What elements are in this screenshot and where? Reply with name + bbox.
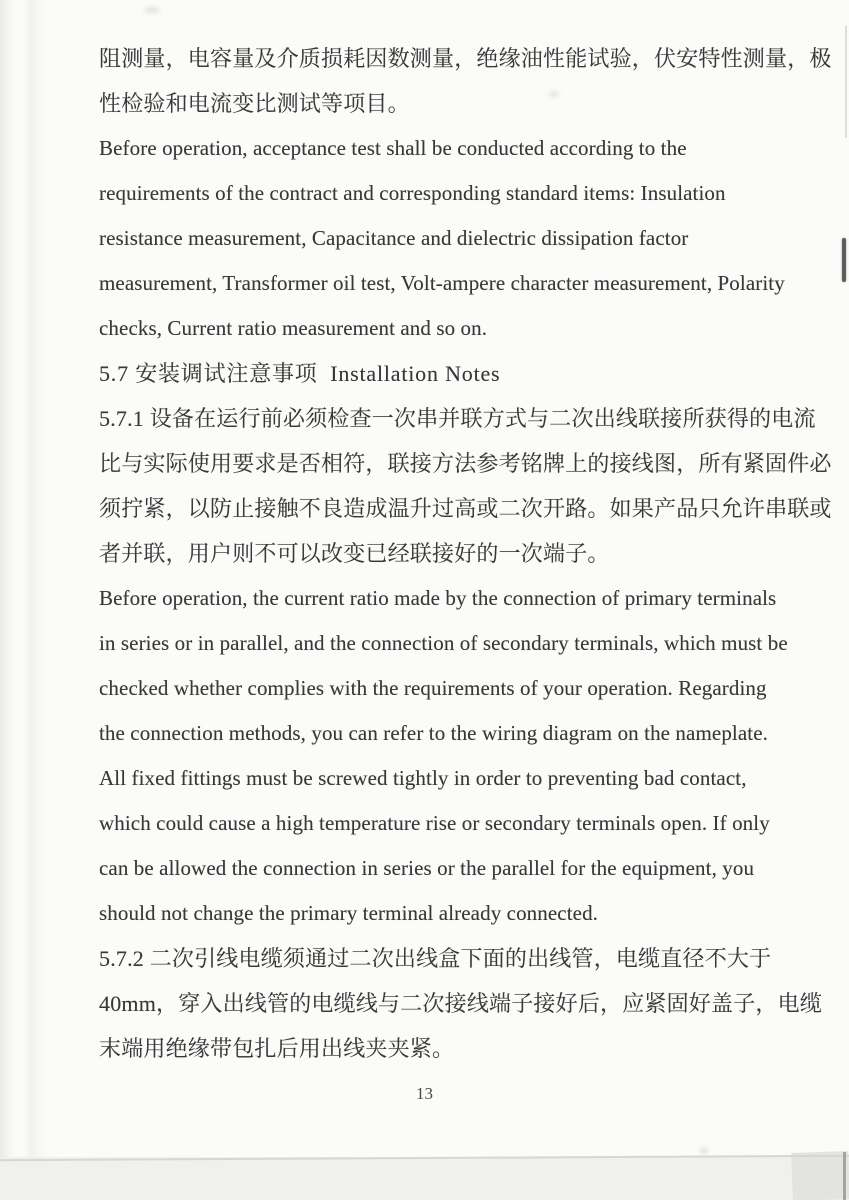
text-line: can be allowed the connection in series or the parallel for the equipment, you xyxy=(99,856,755,880)
text-line: 者并联，用户则不可以改变已经联接好的一次端子。 xyxy=(99,541,610,566)
section-heading: 5.7 安装调试注意事项 Installation Notes xyxy=(99,361,501,386)
text-line: 比与实际使用要求是否相符，联接方法参考铭牌上的接线图，所有紧固件必 xyxy=(99,451,832,476)
text-line: 须拧紧，以防止接触不良造成温升过高或二次开路。如果产品只允许串联或 xyxy=(99,496,832,521)
text-line: the connection methods, you can refer to the wiring diagram on the nameplate. xyxy=(99,721,768,745)
text-line: 5.7.2 二次引线电缆须通过二次出线盒下面的出线管，电缆直径不大于 xyxy=(99,946,772,971)
scan-artifact-edge-line xyxy=(845,26,847,138)
text-line: Before operation, the current ratio made by the connection of primary terminals xyxy=(99,586,777,610)
scan-streaks-left xyxy=(0,0,48,1200)
page-text xyxy=(99,36,832,1071)
text-line: resistance measurement, Capacitance and dielectric dissipation factor xyxy=(99,226,689,250)
scan-smudge xyxy=(144,7,160,13)
scan-artifact-right-bar xyxy=(842,238,846,282)
text-line: which could cause a high temperature rise or secondary terminals open. If only xyxy=(99,811,770,835)
text-line: should not change the primary terminal already connected. xyxy=(99,901,599,925)
scan-artifact-corner-patch xyxy=(791,1151,849,1200)
text-line: Before operation, acceptance test shall be conducted according to the xyxy=(99,136,687,160)
page-number: 13 xyxy=(416,1084,433,1103)
text-line: 阻测量，电容量及介质损耗因数测量，绝缘油性能试验，伏安特性测量，极 xyxy=(99,46,832,71)
scan-paper-bottom-area xyxy=(0,1157,849,1200)
text-line: All fixed fittings must be screwed tightly in order to preventing bad contact, xyxy=(99,766,747,790)
scan-smudge xyxy=(700,1148,708,1153)
text-line: checked whether complies with the requirements of your operation. Regarding xyxy=(99,676,767,700)
text-line: measurement, Transformer oil test, Volt-ampere character measurement, Polarity xyxy=(99,271,785,295)
scan-artifact-corner-line xyxy=(843,1152,846,1200)
text-line: 性检验和电流变比测试等项目。 xyxy=(99,91,410,116)
text-line: checks, Current ratio measurement and so on. xyxy=(99,316,488,340)
text-line: 末端用绝缘带包扎后用出线夹夹紧。 xyxy=(99,1036,455,1061)
text-line: requirements of the contract and corresponding standard items: Insulation xyxy=(99,181,726,205)
text-line: in series or in parallel, and the connection of secondary terminals, which must be xyxy=(99,631,788,655)
text-line: 40mm，穿入出线管的电缆线与二次接线端子接好后，应紧固好盖子，电缆 xyxy=(99,991,823,1016)
text-line: 5.7.1 设备在运行前必须检查一次串并联方式与二次出线联接所获得的电流 xyxy=(99,406,816,431)
